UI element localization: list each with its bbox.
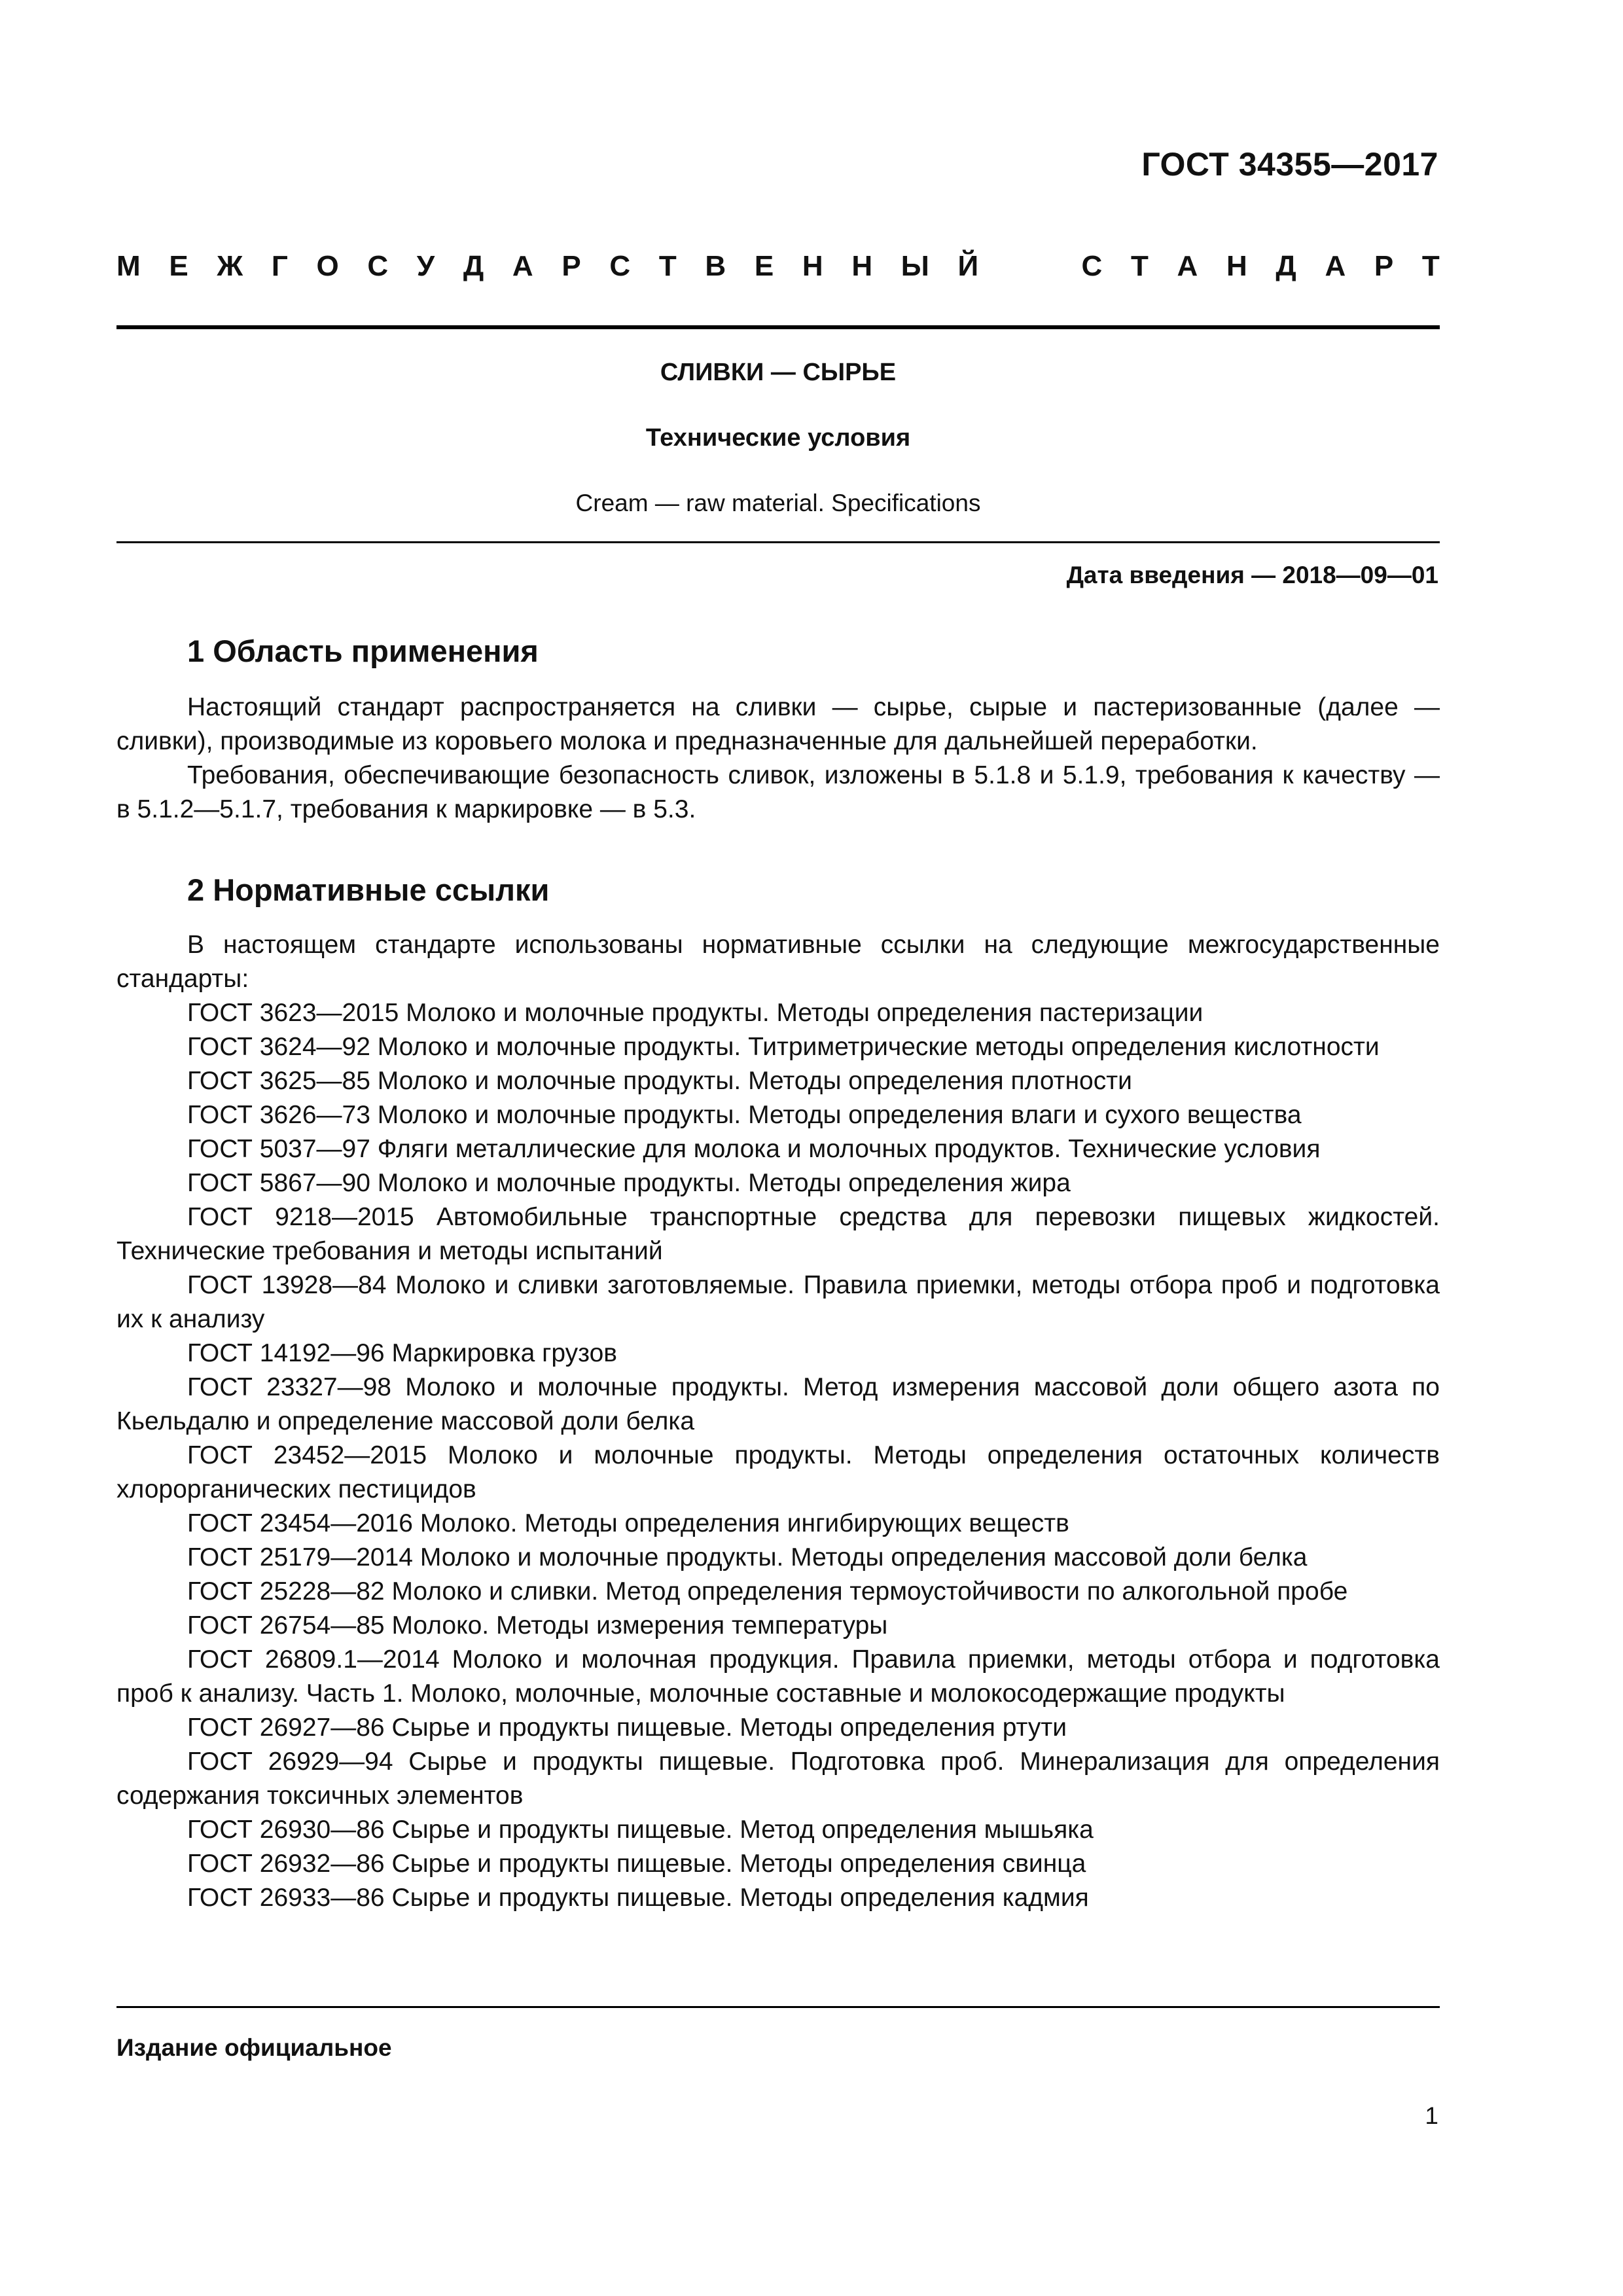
banner-letter: Е — [169, 250, 188, 282]
reference-item: ГОСТ 23454—2016 Молоко. Методы определения ингибирующих веществ — [187, 1509, 1069, 1537]
paragraph: Требования, обеспечивающие безопасность сливок, изложены в 5.1.8 и 5.1.9, требования к качеству — в 5.1.2—5.1.7, требования к маркировке — в 5.3. — [116, 761, 1440, 823]
banner-letter: О — [316, 250, 339, 282]
footer-divider — [116, 2006, 1440, 2008]
section-2-body — [116, 928, 1440, 1915]
paragraph: В настоящем стандарте использованы нормативные ссылки на следующие межгосударственные стандарты: — [116, 931, 1440, 993]
reference-item: ГОСТ 26933—86 Сырье и продукты пищевые. Методы определения кадмия — [187, 1884, 1089, 1912]
section-1-heading: 1 Область применения — [187, 634, 539, 668]
banner-letter: С — [367, 250, 389, 282]
banner-letter: Д — [463, 250, 484, 282]
banner-letter: Й — [957, 250, 979, 282]
banner-letter: А — [1325, 250, 1346, 282]
reference-item: ГОСТ 9218—2015 Автомобильные транспортные средства для перевозки пищевых жидкостей. Технические требования и методы испытаний — [116, 1203, 1440, 1265]
section-1-body — [116, 691, 1440, 827]
banner-letter: Д — [1275, 250, 1296, 282]
banner-letter: Н — [802, 250, 823, 282]
reference-item: ГОСТ 5867—90 Молоко и молочные продукты. Методы определения жира — [187, 1169, 1071, 1197]
reference-item: ГОСТ 3625—85 Молоко и молочные продукты. Методы определения плотности — [187, 1067, 1132, 1095]
banner-letter: В — [705, 250, 726, 282]
banner-letter: Т — [1130, 250, 1149, 282]
banner-letter: Е — [754, 250, 774, 282]
banner-letter: Ы — [901, 250, 929, 282]
official-edition-label: Издание официальное — [116, 2034, 392, 2061]
banner-letter: Т — [1421, 250, 1440, 282]
introduction-date: Дата введения — 2018—09—01 — [1066, 562, 1438, 588]
banner-letter: Н — [1226, 250, 1247, 282]
banner-letter: Н — [851, 250, 873, 282]
banner-letter: У — [416, 250, 435, 282]
reference-item: ГОСТ 26754—85 Молоко. Методы измерения температуры — [187, 1611, 888, 1640]
banner-letter: А — [512, 250, 533, 282]
reference-item: ГОСТ 13928—84 Молоко и сливки заготовляемые. Правила приемки, методы отбора проб и подготовка их к анализу — [116, 1271, 1440, 1333]
reference-item: ГОСТ 23327—98 Молоко и молочные продукты. Метод измерения массовой доли общего азота по Кьельдалю и определение массовой доли белка — [116, 1373, 1440, 1435]
standard-number: ГОСТ 34355—2017 — [1141, 146, 1438, 183]
banner-letter: Т — [658, 250, 677, 282]
banner-letter: Р — [562, 250, 581, 282]
document-title: СЛИВКИ — СЫРЬЕ — [660, 359, 897, 386]
banner-gap — [1007, 250, 1053, 283]
banner-letter: А — [1177, 250, 1198, 282]
paragraph: Настоящий стандарт распространяется на сливки — сырье, сырые и пастеризованные (далее — сливки), производимые из коровьего молока и предназначенные для дальнейшей переработки. — [116, 693, 1440, 755]
banner-letter: Г — [271, 250, 288, 282]
reference-item: ГОСТ 14192—96 Маркировка грузов — [187, 1339, 617, 1367]
reference-item: ГОСТ 23452—2015 Молоко и молочные продукты. Методы определения остаточных количеств хлорорганических пестицидов — [116, 1441, 1440, 1503]
document-subtitle: Технические условия — [645, 424, 911, 452]
title-divider — [116, 541, 1440, 543]
reference-item: ГОСТ 26930—86 Сырье и продукты пищевые. Метод определения мышьяка — [187, 1816, 1094, 1844]
reference-item: ГОСТ 26929—94 Сырье и продукты пищевые. Подготовка проб. Минерализация для определения содержания токсичных элементов — [116, 1748, 1440, 1810]
banner-letter: М — [116, 250, 141, 282]
reference-item: ГОСТ 26809.1—2014 Молоко и молочная продукция. Правила приемки, методы отбора и подготовка проб к анализу. Часть 1. Молоко, молочные, молочные составные и молокосодержащие продукты — [116, 1645, 1440, 1708]
page-number: 1 — [1425, 2102, 1438, 2129]
banner-letter: С — [1081, 250, 1103, 282]
english-title: Cream — raw material. Specifications — [575, 490, 981, 516]
section-2-heading: 2 Нормативные ссылки — [187, 872, 550, 907]
reference-item: ГОСТ 3623—2015 Молоко и молочные продукты. Методы определения пастеризации — [187, 999, 1204, 1027]
banner-letter: Ж — [217, 250, 243, 282]
banner-letter: С — [609, 250, 631, 282]
reference-item: ГОСТ 25179—2014 Молоко и молочные продукты. Методы определения массовой доли белка — [187, 1543, 1308, 1571]
reference-item: ГОСТ 3624—92 Молоко и молочные продукты. Титриметрические методы определения кислотности — [187, 1033, 1380, 1061]
reference-item: ГОСТ 5037—97 Фляги металлические для молока и молочных продуктов. Технические условия — [187, 1135, 1321, 1163]
reference-item: ГОСТ 26932—86 Сырье и продукты пищевые. Методы определения свинца — [187, 1850, 1086, 1878]
reference-item: ГОСТ 25228—82 Молоко и сливки. Метод определения термоустойчивости по алкогольной пробе — [187, 1577, 1348, 1605]
header-divider — [116, 325, 1440, 329]
banner-letter: Р — [1374, 250, 1394, 282]
reference-item: ГОСТ 26927—86 Сырье и продукты пищевые. Методы определения ртути — [187, 1713, 1067, 1742]
interstate-standard-banner — [116, 250, 1440, 283]
reference-item: ГОСТ 3626—73 Молоко и молочные продукты. Методы определения влаги и сухого вещества — [187, 1101, 1302, 1129]
